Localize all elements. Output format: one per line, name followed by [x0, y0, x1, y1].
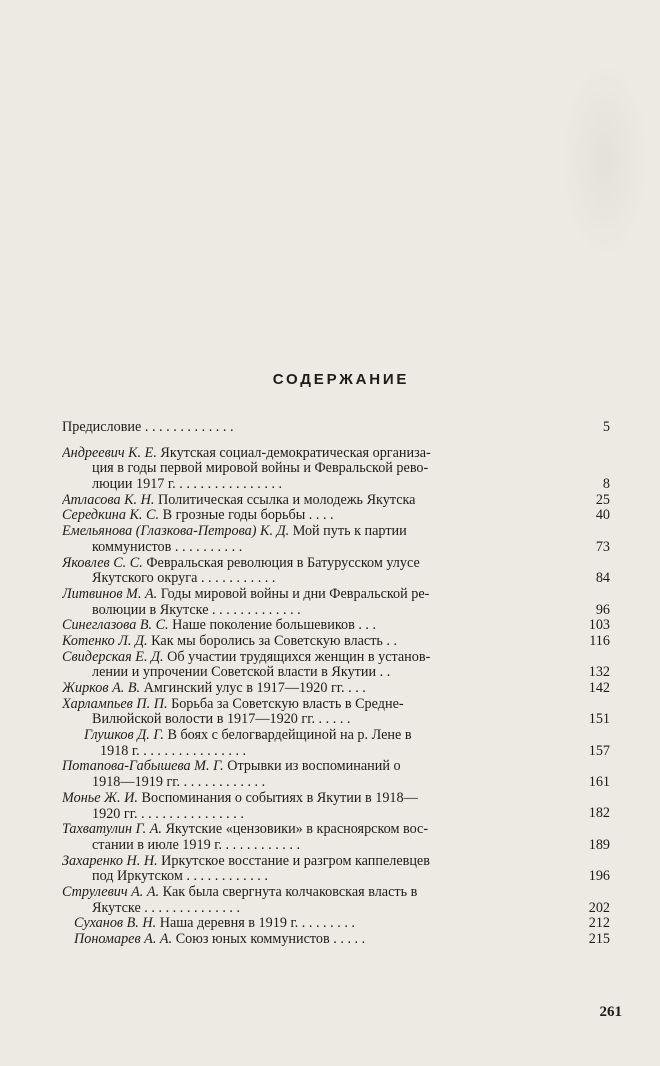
- toc-entry: [62, 885, 610, 916]
- toc-title-text: 1918 г. . . . . . . . . . . . . . . .: [100, 743, 247, 759]
- toc-entry-line: [62, 587, 610, 603]
- toc-entry-line: [62, 759, 610, 775]
- toc-page-number: 196: [588, 868, 610, 885]
- toc-entry-line: [62, 712, 610, 728]
- toc-entry-line: [62, 556, 610, 572]
- toc-entry-line: [62, 775, 610, 791]
- toc-author: Суханов В. Н.: [74, 916, 157, 932]
- toc-entry-line: [62, 838, 610, 854]
- toc-page-number: 132: [588, 664, 610, 681]
- toc-page-number: 84: [595, 570, 610, 587]
- toc-entry-line: [62, 446, 610, 462]
- toc-entry-line: [62, 681, 610, 697]
- toc-page-number: 40: [595, 507, 610, 524]
- toc-entry: [62, 556, 610, 587]
- toc-author: Котенко Л. Д.: [62, 633, 148, 649]
- toc-title-text: ция в годы первой мировой войны и Февральской рево-: [92, 461, 429, 477]
- table-of-contents: [62, 420, 610, 948]
- toc-title-text: Мой путь к партии: [292, 524, 407, 540]
- toc-title-text: Иркутское восстание и разгром каппелевцев: [161, 853, 430, 869]
- toc-entry: [62, 508, 610, 524]
- toc-entry-line: [62, 807, 610, 823]
- toc-page-number: 142: [588, 679, 610, 696]
- toc-page-number: 103: [588, 617, 610, 634]
- toc-title-text: Политическая ссылка и молодежь Якутска: [157, 492, 416, 508]
- toc-page-number: 73: [595, 538, 610, 555]
- toc-entry: [62, 650, 610, 681]
- toc-entry-line: [62, 744, 610, 760]
- toc-title-text: Борьба за Советскую власть в Средне-: [171, 696, 404, 712]
- page-number: 261: [599, 1004, 622, 1020]
- toc-author: Свидерская Е. Д.: [62, 649, 164, 665]
- toc-title-text: Предисловие . . . . . . . . . . . . .: [62, 420, 234, 435]
- toc-author: Андреевич К. Е.: [62, 445, 157, 461]
- toc-title-text: Союз юных коммунистов . . . . .: [175, 932, 366, 947]
- toc-page-number: 189: [588, 836, 610, 853]
- toc-author: Глушков Д. Г.: [84, 728, 164, 744]
- toc-page-number: 215: [588, 930, 610, 947]
- toc-author: Потапова-Габышева М. Г.: [62, 759, 224, 775]
- toc-entry-line: [62, 916, 610, 932]
- toc-entry-line: [62, 728, 610, 744]
- toc-entry-line: [62, 634, 610, 650]
- toc-title-text: Об участии трудящихся женщин в установ-: [167, 649, 431, 665]
- toc-entry-line: [62, 603, 610, 619]
- toc-author: Яковлев С. С.: [62, 555, 143, 571]
- toc-author: Захаренко Н. Н.: [62, 853, 158, 869]
- toc-title-text: Амгинский улус в 1917—1920 гг. . . .: [143, 681, 366, 696]
- toc-entry-line: [62, 854, 610, 870]
- toc-author: Тахватулин Г. А.: [62, 822, 162, 838]
- toc-entry-line: [62, 420, 610, 436]
- toc-title-text: Годы мировой войны и дни Февральской ре-: [160, 586, 430, 602]
- toc-entry: [62, 697, 610, 728]
- toc-page-number: 212: [588, 915, 610, 932]
- toc-title-text: Якутские «цензовики» в красноярском вос-: [165, 822, 429, 838]
- toc-title-text: лении и упрочении Советской власти в Якутии . .: [92, 665, 391, 681]
- toc-title-text: В боях с белогвардейщиной на р. Лене в: [167, 728, 412, 744]
- toc-title-text: стании в июле 1919 г. . . . . . . . . . . .: [92, 837, 301, 853]
- toc-entry: [62, 728, 610, 759]
- toc-title-text: Якутске . . . . . . . . . . . . . .: [92, 900, 241, 916]
- toc-page-number: 182: [588, 805, 610, 822]
- toc-page-number: 161: [588, 774, 610, 791]
- toc-entry-line: [62, 901, 610, 917]
- toc-entry-line: [62, 650, 610, 666]
- toc-author: Литвинов М. А.: [62, 586, 158, 602]
- toc-entry: [62, 587, 610, 618]
- toc-title-text: 1920 гг. . . . . . . . . . . . . . . .: [92, 806, 244, 822]
- toc-entry-line: [62, 508, 610, 524]
- toc-entry-line: [62, 461, 610, 477]
- toc-spacer: [62, 436, 610, 446]
- toc-title-text: Воспоминания о событиях в Якутии в 1918—: [141, 790, 418, 806]
- toc-author: Синеглазова В. С.: [62, 618, 169, 634]
- toc-title-text: люции 1917 г. . . . . . . . . . . . . . . .: [92, 477, 283, 493]
- toc-entry: [62, 759, 610, 790]
- toc-entry-line: [62, 697, 610, 713]
- toc-page-number: 5: [602, 418, 610, 435]
- toc-author: Емельянова (Глазкова-Петрова) К. Д.: [62, 524, 290, 540]
- toc-entry-line: [62, 524, 610, 540]
- toc-entry-line: [62, 493, 610, 509]
- toc-page-number: 202: [588, 899, 610, 916]
- toc-title-text: Как мы боролись за Советскую власть . .: [151, 633, 398, 649]
- toc-author: Струлевич А. А.: [62, 884, 160, 900]
- toc-entry: [62, 822, 610, 853]
- toc-entry-line: [62, 869, 610, 885]
- toc-page-number: 151: [588, 711, 610, 728]
- toc-author: Харлампьев П. П.: [62, 696, 168, 712]
- toc-title-text: Февральская революция в Батурусском улусе: [146, 555, 420, 571]
- toc-entry-line: [62, 822, 610, 838]
- toc-page-number: 157: [588, 742, 610, 759]
- toc-author: Монье Ж. И.: [62, 790, 138, 806]
- toc-entry: [62, 420, 610, 436]
- toc-entry-line: [62, 571, 610, 587]
- toc-author: Жирков А. В.: [62, 681, 141, 696]
- toc-title-text: Отрывки из воспоминаний о: [227, 759, 401, 775]
- toc-author: Середкина К. С.: [62, 508, 160, 524]
- toc-page-number: 116: [589, 632, 610, 649]
- toc-title-text: В грозные годы борьбы . . . .: [162, 508, 334, 524]
- toc-author: Атласова К. Н.: [62, 492, 155, 508]
- toc-title-text: 1918—1919 гг. . . . . . . . . . . . .: [92, 775, 266, 791]
- toc-title-text: под Иркутском . . . . . . . . . . . .: [92, 869, 268, 885]
- toc-entry: [62, 493, 610, 509]
- toc-entry-line: [62, 665, 610, 681]
- toc-entry-line: [62, 885, 610, 901]
- toc-entry: [62, 932, 610, 948]
- toc-entry-line: [62, 791, 610, 807]
- toc-entry: [62, 618, 610, 634]
- toc-title-text: волюции в Якутске . . . . . . . . . . . . .: [92, 602, 301, 618]
- toc-title-text: Как была свергнута колчаковская власть в: [162, 884, 418, 900]
- toc-page-number: 8: [602, 476, 610, 493]
- toc-entry-line: [62, 477, 610, 493]
- toc-title-text: Наше поколение большевиков . . .: [172, 618, 377, 634]
- toc-title-text: коммунистов . . . . . . . . . .: [92, 539, 243, 555]
- toc-entry-line: [62, 540, 610, 556]
- toc-page-number: 25: [595, 491, 610, 508]
- toc-entry: [62, 446, 610, 493]
- paper-stain: [560, 60, 650, 260]
- toc-entry: [62, 681, 610, 697]
- toc-entry-line: [62, 618, 610, 634]
- toc-title-text: Якутского округа . . . . . . . . . . .: [92, 571, 276, 587]
- toc-entry: [62, 634, 610, 650]
- toc-title-text: Наша деревня в 1919 г. . . . . . . . .: [159, 916, 355, 932]
- toc-entry-line: [62, 932, 610, 948]
- toc-title-text: Вилюйской волости в 1917—1920 гг. . . . . .: [92, 712, 351, 728]
- toc-page-number: 96: [595, 601, 610, 618]
- toc-title-text: Якутская социал-демократическая организа-: [160, 445, 431, 461]
- page-title: СОДЕРЖАНИЕ: [272, 371, 410, 388]
- toc-entry: [62, 854, 610, 885]
- toc-entry: [62, 524, 610, 555]
- toc-entry: [62, 916, 610, 932]
- toc-author: Пономарев А. А.: [74, 932, 173, 947]
- toc-entry: [62, 791, 610, 822]
